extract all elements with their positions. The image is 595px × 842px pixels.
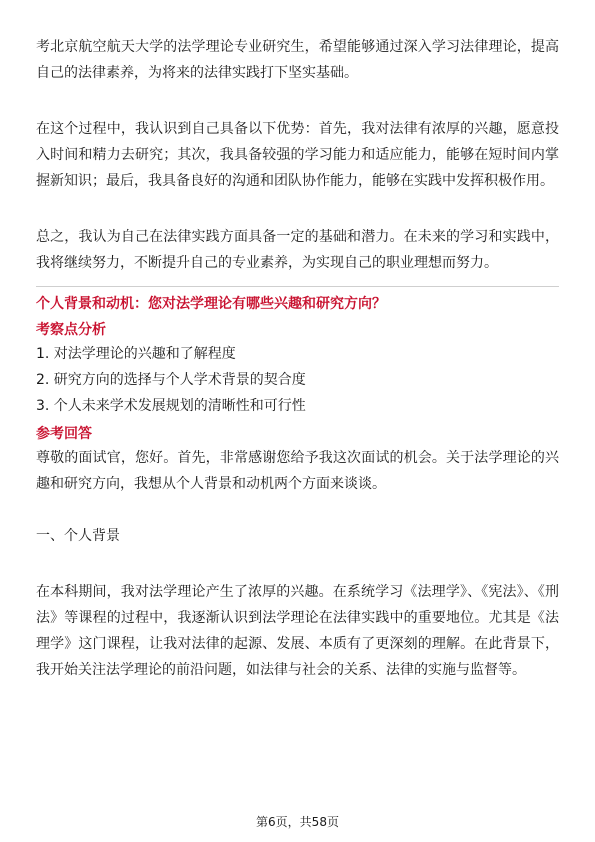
intro-paragraph-1: 考北京航空航天大学的法学理论专业研究生，希望能够通过深入学习法律理论，提高自己的法律素养，为将来的法律实践打下坚实基础。 [36, 39, 559, 81]
analysis-heading: 考察点分析 [36, 322, 106, 338]
answer-paragraph-2: 在本科期间，我对法学理论产生了浓厚的兴趣。在系统学习《法理学》、《宪法》、《刑法》等课程的过程中，我逐渐认识到法学理论在法律实践中的重要地位。尤其是《法理学》这门课程，让我对法律的起源、发展、本质有了更深刻的理解。在此背景下，我开始关注法学理论的前沿问题，如法律与社会的关系、法律的实施与监督等。 [36, 584, 559, 678]
analysis-list [36, 341, 559, 419]
answer-heading: 参考回答 [36, 426, 92, 442]
page-number: 第6页，共58页 [256, 815, 339, 829]
page-content [36, 34, 559, 683]
analysis-item: 3. 个人未来学术发展规划的清晰性和可行性 [36, 398, 306, 414]
analysis-item: 2. 研究方向的选择与个人学术背景的契合度 [36, 372, 306, 388]
answer-paragraph-1: 尊敬的面试官，您好。首先，非常感谢您给予我这次面试的机会。关于法学理论的兴趣和研究方向，我想从个人背景和动机两个方面来谈谈。 [36, 450, 559, 492]
intro-paragraph-2: 在这个过程中，我认识到自己具备以下优势：首先，我对法律有浓厚的兴趣，愿意投入时间和精力去研究；其次，我具备较强的学习能力和适应能力，能够在短时间内掌握新知识；最后，我具备良好的沟通和团队协作能力，能够在实践中发挥积极作用。 [36, 121, 559, 189]
question-title: 个人背景和动机：您对法学理论有哪些兴趣和研究方向？ [36, 296, 386, 312]
analysis-item: 1. 对法学理论的兴趣和了解程度 [36, 346, 236, 362]
intro-paragraph-3: 总之，我认为自己在法律实践方面具备一定的基础和潜力。在未来的学习和实践中，我将继续努力，不断提升自己的专业素养，为实现自己的职业理想而努力。 [36, 229, 559, 271]
answer-subheading: 一、个人背景 [36, 528, 120, 544]
section-divider [36, 286, 559, 287]
